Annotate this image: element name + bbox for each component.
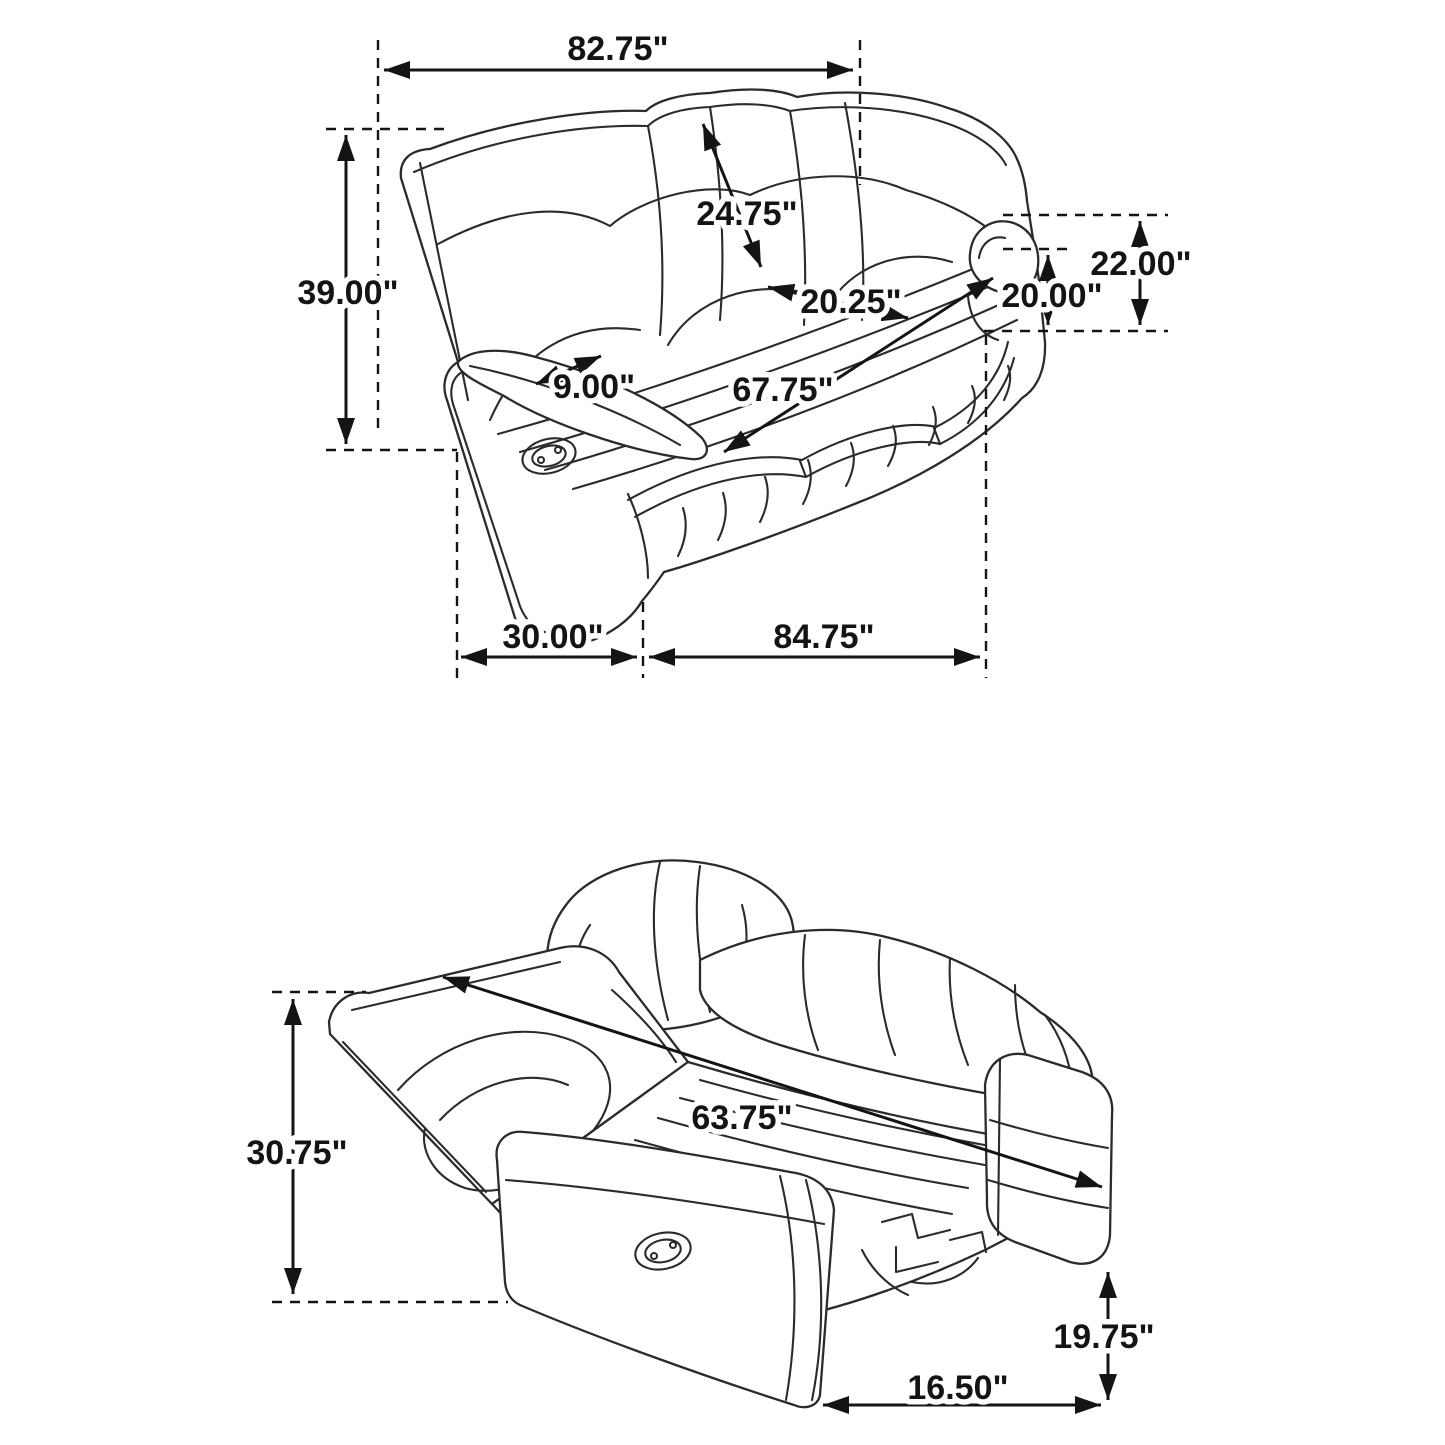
dim-label-back-length: 24.75" bbox=[696, 195, 798, 233]
dim-label-footrest-height: 19.75" bbox=[1053, 1318, 1155, 1356]
dim-label-arm-height: 22.00" bbox=[1090, 245, 1192, 283]
dim-label-interior-width: 67.75" bbox=[732, 371, 834, 409]
dim-label-reclined-length: 63.75" bbox=[691, 1099, 793, 1137]
dim-label-overall-height: 39.00" bbox=[297, 274, 399, 312]
extended-footrest bbox=[985, 1054, 1112, 1264]
dim-label-base-width: 84.75" bbox=[773, 618, 875, 656]
dim-label-footrest-extension: 16.50" bbox=[907, 1369, 1009, 1407]
dim-label-reclined-height: 30.75" bbox=[246, 1134, 348, 1172]
dim-label-depth: 30.00" bbox=[502, 618, 604, 656]
dim-footrest-extension bbox=[823, 1369, 1101, 1407]
dim-footrest-height bbox=[1053, 1272, 1154, 1400]
dim-label-seat-depth: 20.25" bbox=[800, 283, 902, 321]
dim-label-arm-width: 9.00" bbox=[552, 368, 636, 406]
dim-label-seat-height: 20.00" bbox=[1001, 277, 1103, 315]
dim-label-overall-width: 82.75" bbox=[567, 30, 669, 68]
